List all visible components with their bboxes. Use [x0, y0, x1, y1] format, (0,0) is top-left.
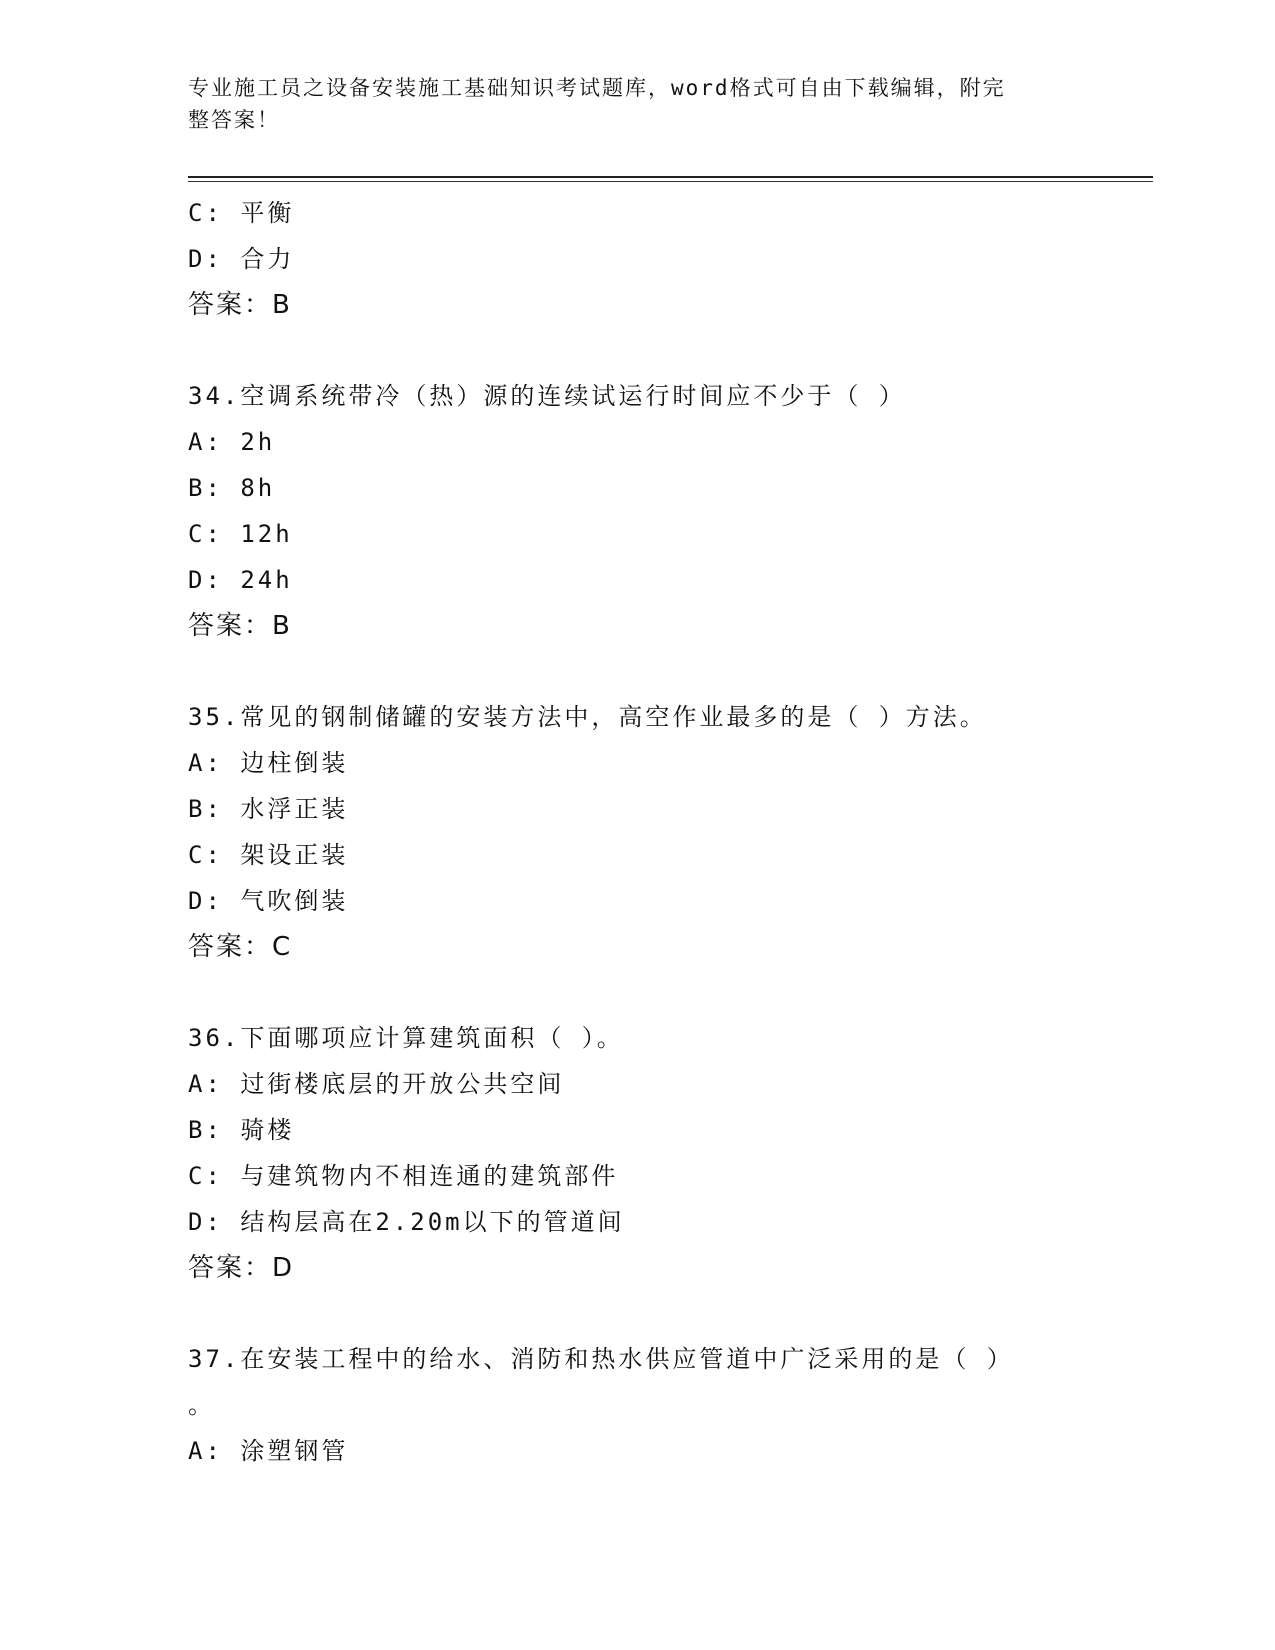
page-header: [188, 72, 1068, 136]
question-text: 37.在安装工程中的给水、消防和热水供应管道中广泛采用的是（ ）: [188, 1345, 1014, 1373]
option-b: B: 8h: [188, 474, 276, 502]
option-b: B: 骑楼: [188, 1116, 295, 1144]
option-c: C: 平衡: [188, 199, 295, 227]
answer-line: 答案：C: [188, 932, 293, 962]
option-a: A: 过街楼底层的开放公共空间: [188, 1070, 565, 1098]
option-a: A: 边柱倒装: [188, 749, 349, 777]
question-block: [188, 694, 1118, 970]
question-text-continuation: 。: [188, 1391, 215, 1419]
option-a: A: 涂塑钢管: [188, 1437, 349, 1465]
option-a: A: 2h: [188, 428, 276, 456]
option-c: C: 架设正装: [188, 841, 349, 869]
question-text: 35.常见的钢制储罐的安装方法中，高空作业最多的是（ ）方法。: [188, 703, 987, 731]
answer-line: 答案：D: [188, 1253, 295, 1283]
question-block: [188, 1015, 1118, 1291]
option-d: D: 合力: [188, 245, 295, 273]
header-rule-thick: [188, 176, 1153, 178]
question-block: [188, 1336, 1118, 1474]
option-c: C: 12h: [188, 520, 293, 548]
option-b: B: 水浮正装: [188, 795, 349, 823]
header-line-2: 整答案！: [188, 108, 280, 132]
option-c: C: 与建筑物内不相连通的建筑部件: [188, 1162, 619, 1190]
question-block: [188, 373, 1118, 649]
answer-line: 答案：B: [188, 611, 292, 641]
question-list: [188, 190, 1118, 1474]
answer-line: 答案：B: [188, 290, 292, 320]
option-d: D: 结构层高在2.20m以下的管道间: [188, 1208, 625, 1236]
option-d: D: 气吹倒装: [188, 887, 349, 915]
option-d: D: 24h: [188, 566, 293, 594]
question-text: 36.下面哪项应计算建筑面积（ ）。: [188, 1024, 624, 1052]
header-line-1: 专业施工员之设备安装施工基础知识考试题库，word格式可自由下载编辑，附完: [188, 76, 1006, 100]
question-text: 34.空调系统带冷（热）源的连续试运行时间应不少于（ ）: [188, 382, 906, 410]
header-rule-thin: [188, 181, 1153, 182]
